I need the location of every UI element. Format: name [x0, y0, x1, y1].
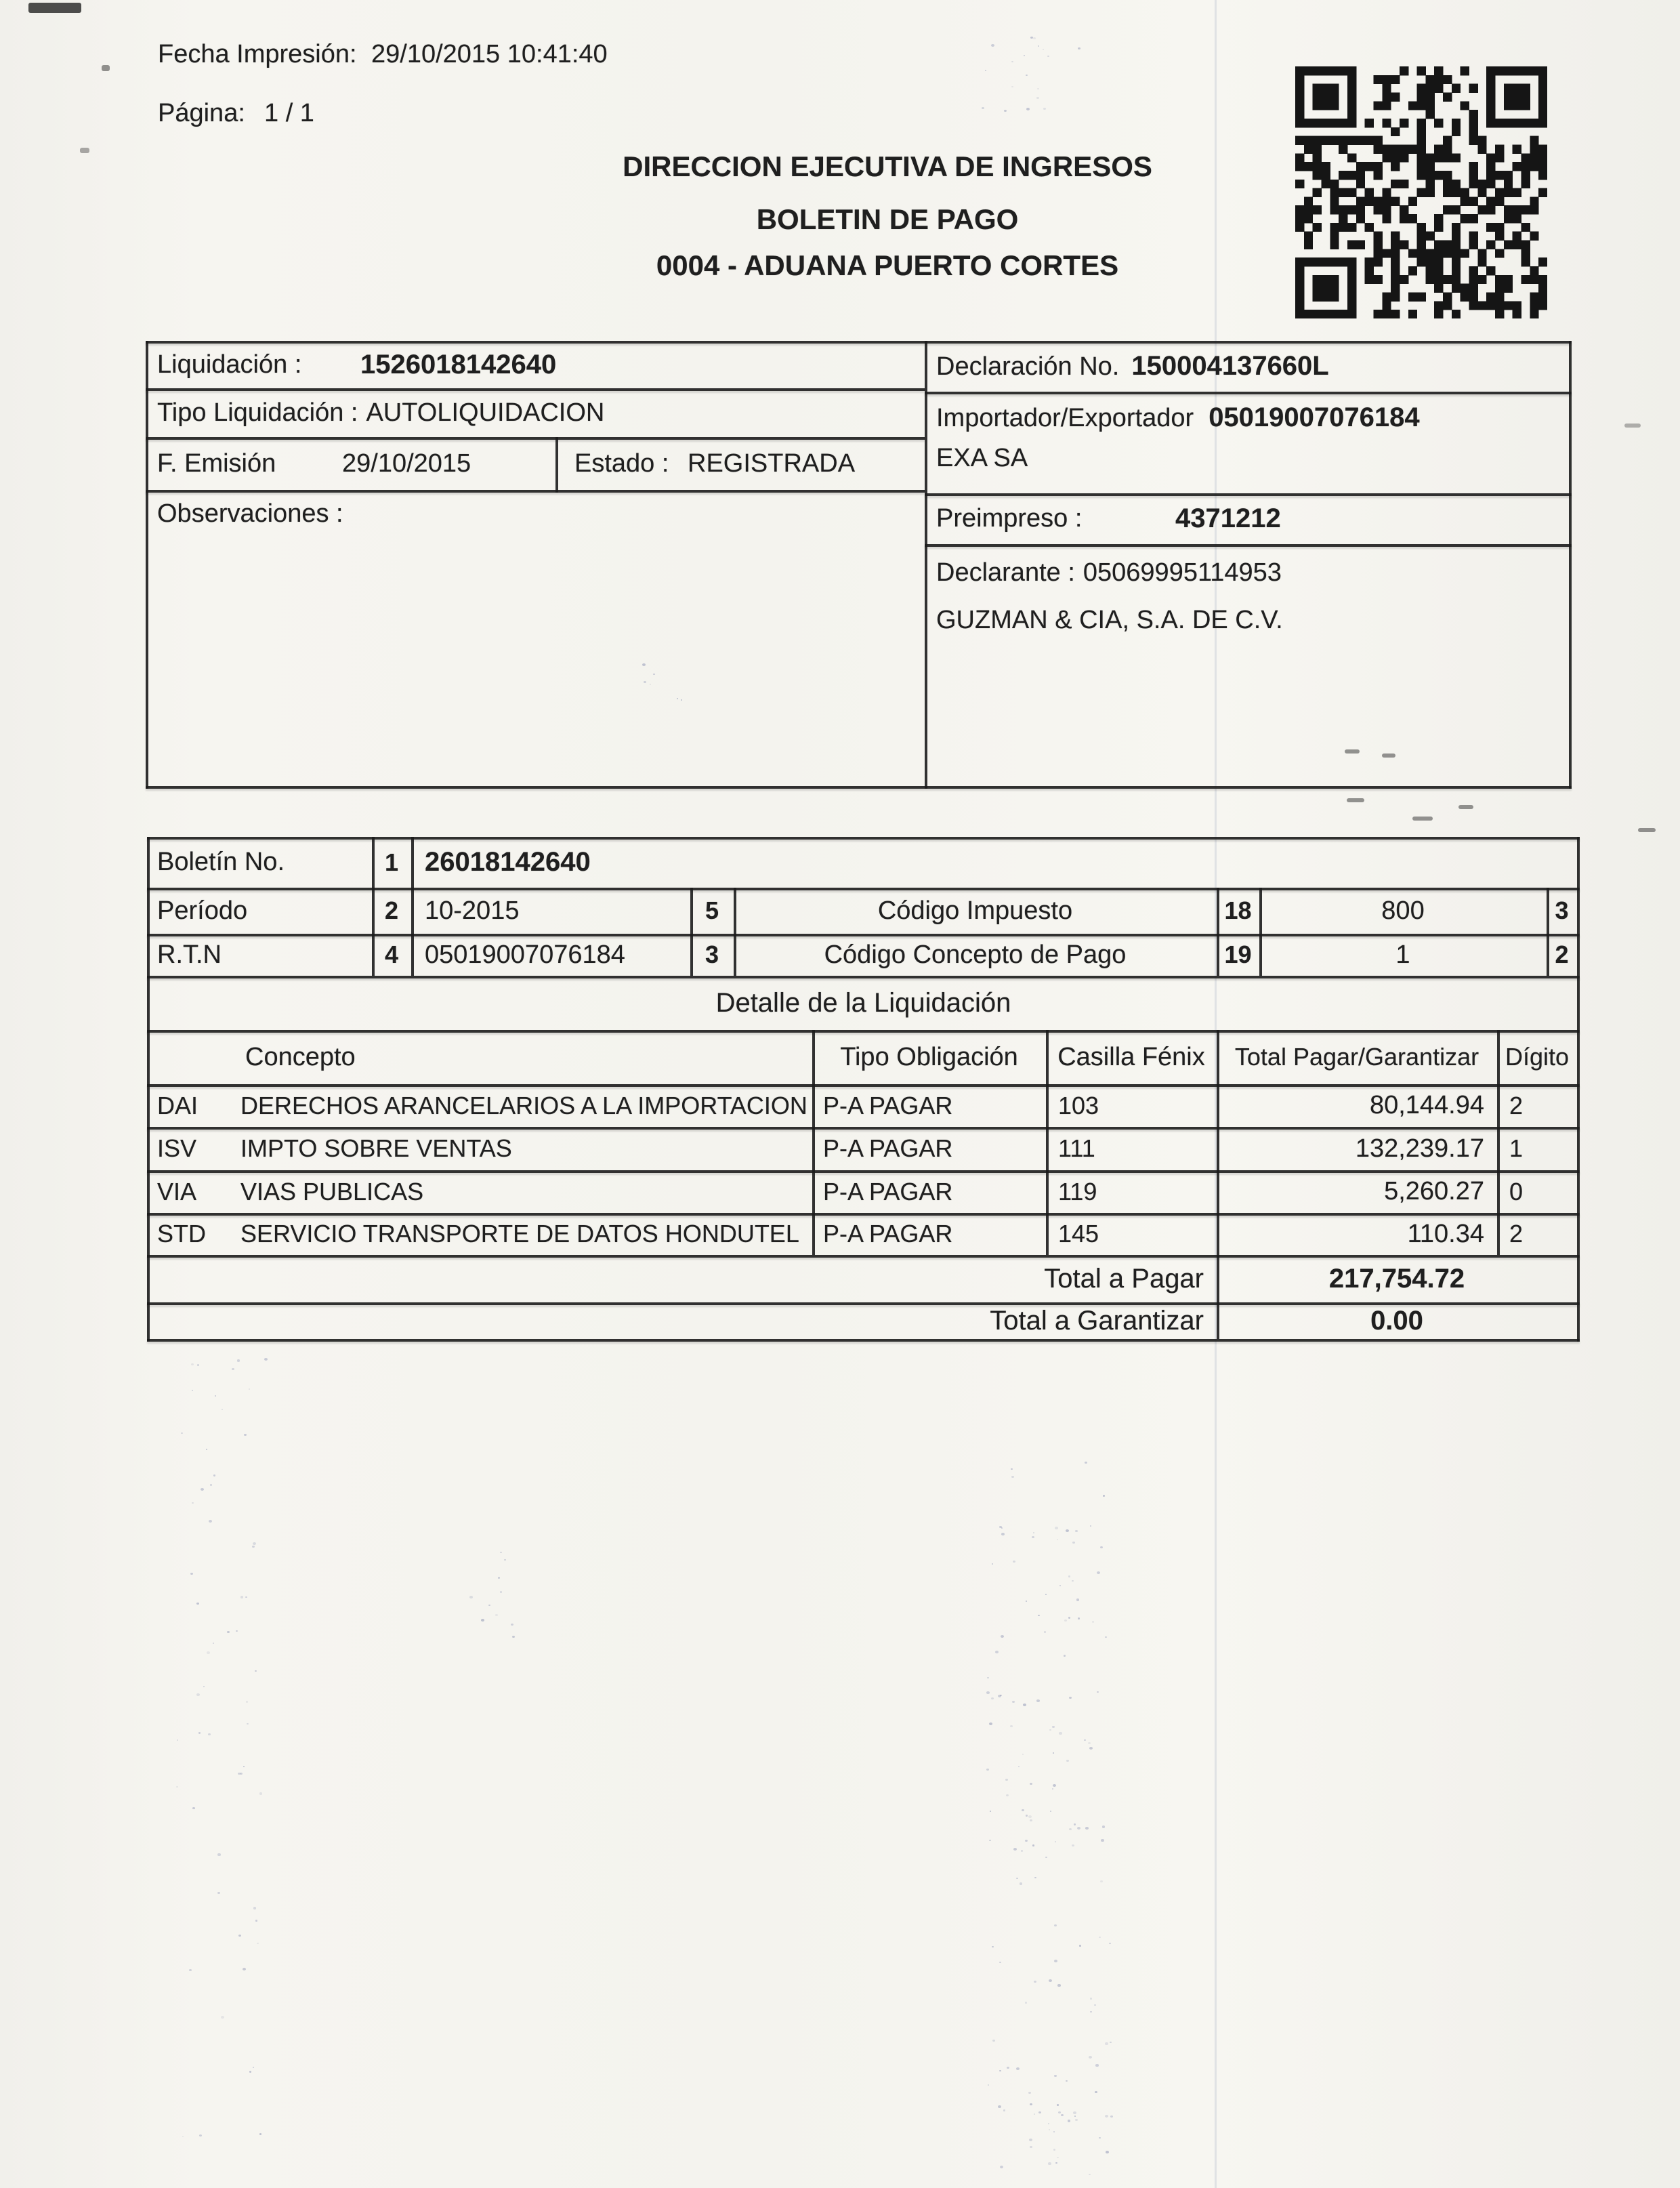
codigo-concepto-caja: 19 [1224, 941, 1252, 968]
scan-artifact [1345, 749, 1360, 754]
concept-name: VIAS PUBLICAS [240, 1178, 424, 1205]
f-emision-label: F. Emisión [157, 449, 276, 478]
declaracion-row [936, 341, 1329, 392]
periodo-box: 2 [384, 896, 399, 924]
concept-name: SERVICIO TRANSPORTE DE DATOS HONDUTEL [240, 1220, 799, 1247]
tipo-obligacion: P-A PAGAR [823, 1092, 953, 1119]
total-a-garantizar-value: 0.00 [1370, 1306, 1423, 1336]
digito: 2 [1509, 1092, 1524, 1119]
aduana-subtitle: 0004 - ADUANA PUERTO CORTES [656, 249, 1119, 281]
total-pagar-garantizar: 80,144.94 [1369, 1091, 1484, 1119]
casilla-fenix: 111 [1058, 1134, 1095, 1162]
declarante-nombre: GUZMAN & CIA, S.A. DE C.V. [936, 606, 1283, 634]
col-header-total: Total Pagar/Garantizar [1234, 1043, 1479, 1071]
rtn-label: R.T.N [157, 941, 222, 969]
estado-value: REGISTRADA [688, 449, 856, 478]
codigo-concepto-digito: 2 [1555, 941, 1569, 968]
codigo-concepto-box: 3 [705, 941, 719, 968]
total-pagar-garantizar: 5,260.27 [1384, 1177, 1484, 1205]
codigo-impuesto-caja: 18 [1224, 896, 1252, 924]
declaracion-label: Declaración No. [936, 352, 1120, 381]
codigo-concepto-value: 1 [1395, 941, 1410, 969]
boletin-no-label: Boletín No. [157, 848, 285, 876]
casilla-fenix: 103 [1058, 1092, 1099, 1119]
codigo-impuesto-digito: 3 [1555, 896, 1569, 924]
importador-nombre: EXA SA [936, 444, 1028, 472]
importador-value: 05019007076184 [1209, 402, 1420, 432]
declaracion-value: 150004137660L [1131, 351, 1329, 381]
importador-label: Importador/Exportador [936, 404, 1194, 432]
pagina-label: Página: [158, 99, 245, 127]
tipo-obligacion: P-A PAGAR [823, 1134, 953, 1162]
concept-code: ISV [157, 1134, 197, 1162]
concept-code: VIA [157, 1178, 197, 1205]
concept-code: DAI [157, 1092, 198, 1119]
col-header-tipo-obligacion: Tipo Obligación [840, 1043, 1018, 1071]
scan-artifact [102, 65, 110, 71]
f-emision-value: 29/10/2015 [342, 449, 471, 478]
scan-artifact [1412, 817, 1433, 821]
concept-name: IMPTO SOBRE VENTAS [240, 1134, 512, 1162]
scan-artifact [80, 148, 89, 153]
declarante-row [936, 554, 1282, 592]
codigo-concepto-label: Código Concepto de Pago [824, 941, 1127, 969]
tipo-obligacion: P-A PAGAR [823, 1178, 953, 1205]
document-title: BOLETIN DE PAGO [756, 203, 1019, 235]
periodo-value: 10-2015 [425, 896, 520, 925]
qr-code-icon [1295, 66, 1547, 318]
col-header-digito: Dígito [1505, 1043, 1570, 1071]
total-a-pagar-value: 217,754.72 [1328, 1264, 1465, 1294]
boletin-no-value: 26018142640 [425, 847, 591, 877]
codigo-impuesto-label: Código Impuesto [877, 896, 1073, 925]
scan-artifact [1624, 424, 1641, 428]
codigo-impuesto-value: 800 [1381, 896, 1425, 925]
digito: 2 [1509, 1220, 1524, 1247]
preimpreso-value: 4371212 [1175, 503, 1281, 533]
liquidacion-label: Liquidación : [157, 350, 302, 379]
liquidacion-value: 1526018142640 [360, 350, 557, 379]
digito: 0 [1509, 1178, 1524, 1205]
tipo-obligacion: P-A PAGAR [823, 1220, 953, 1247]
concept-name: DERECHOS ARANCELARIOS A LA IMPORTACION [240, 1092, 807, 1119]
rtn-box: 4 [384, 941, 399, 968]
preimpreso-label: Preimpreso : [936, 504, 1083, 533]
importador-row [936, 398, 1420, 436]
fecha-impresion-label: Fecha Impresión: [158, 40, 357, 68]
detalle-title: Detalle de la Liquidación [715, 988, 1011, 1018]
scan-artifact [1382, 754, 1395, 758]
total-pagar-garantizar: 132,239.17 [1355, 1134, 1484, 1163]
digito: 1 [1509, 1134, 1524, 1162]
estado-label: Estado : [574, 449, 669, 478]
total-pagar-garantizar: 110.34 [1407, 1220, 1484, 1248]
col-header-casilla-fenix: Casilla Fénix [1057, 1043, 1205, 1071]
scan-artifact [1638, 828, 1656, 832]
pagina-value: 1 / 1 [264, 99, 314, 127]
casilla-fenix: 145 [1058, 1220, 1099, 1247]
concept-code: STD [157, 1220, 206, 1247]
tipo-liquidacion-label: Tipo Liquidación : [157, 398, 358, 427]
scan-artifact [1458, 805, 1473, 809]
casilla-fenix: 119 [1058, 1178, 1097, 1205]
tipo-liquidacion-value: AUTOLIQUIDACION [366, 398, 605, 427]
total-a-garantizar-label: Total a Garantizar [990, 1306, 1204, 1336]
org-title: DIRECCION EJECUTIVA DE INGRESOS [623, 150, 1152, 182]
periodo-label: Período [157, 896, 248, 925]
declarante-value: 05069995114953 [1083, 558, 1282, 587]
boletin-no-box: 1 [384, 848, 399, 876]
col-header-concepto: Concepto [245, 1043, 356, 1071]
observaciones-label: Observaciones : [157, 499, 343, 528]
tipo-liquidacion-row [157, 388, 604, 437]
declarante-label: Declarante : [936, 558, 1075, 587]
scan-artifact [1347, 798, 1364, 802]
total-a-pagar-label: Total a Pagar [1044, 1264, 1204, 1294]
rtn-value: 05019007076184 [425, 941, 625, 969]
fecha-impresion-value: 29/10/2015 10:41:40 [371, 40, 608, 68]
codigo-impuesto-box: 5 [705, 896, 719, 924]
scan-artifact [28, 3, 81, 13]
